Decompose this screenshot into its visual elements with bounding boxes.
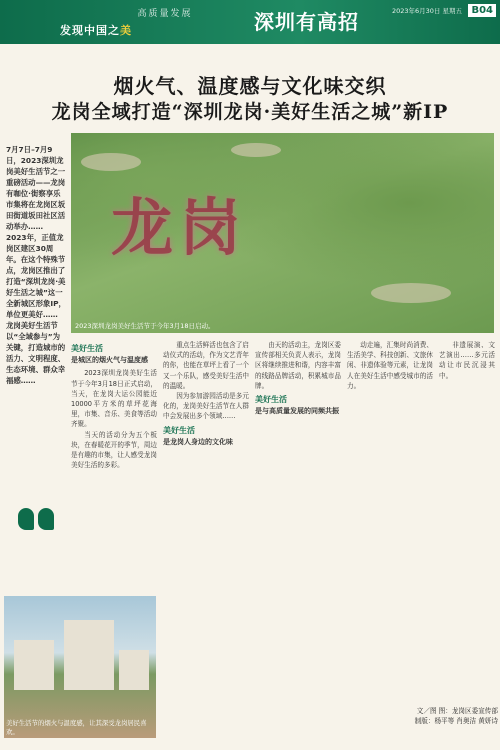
masthead [60, 6, 270, 40]
dateline: 2023年6月30日 星期五 [391, 7, 462, 15]
credits [410, 706, 498, 726]
article-column-2 [163, 340, 249, 730]
headline-main: 烟火气、温度感与文化味交织 [113, 74, 387, 98]
masthead-line2-accent: 美 [120, 24, 132, 37]
article-paragraph: 因为参加游园活动是多元化的，龙岗美好生活节在人群中会发展出多个领域…… [163, 392, 249, 421]
credit-line: 文／图 图：龙岗区委宣传部 [416, 707, 498, 715]
article-column-4 [347, 340, 433, 730]
intro-paragraph: 7月7日–7月9日，2023深圳龙岗美好生活节之一重磅活动——龙岗有咖位·街察享乐市集将在龙岗区坂田街道坂田社区活动举办…… [6, 145, 66, 231]
page-number: B04 [468, 4, 496, 17]
section-subtitle: 是龙岗人身边的文化味 [163, 437, 233, 446]
article-column-1 [71, 340, 157, 590]
intro-paragraph: 龙岗美好生活节以“全域参与”为关键，打造城市的活力、文明程度、生态环境、群众幸福感…… [6, 321, 66, 385]
section-title: 美好生活 [71, 344, 103, 353]
article-paragraph: 2023深圳龙岗美好生活节于今年3月18日正式启动，当天，在龙岗大运公园能近10000平方米的草坪花海里，市集、音乐、美食等活动齐聚。 [71, 369, 157, 429]
street-photo [4, 596, 156, 738]
masthead-line2 [60, 22, 270, 38]
page-header [0, 0, 500, 44]
intro-paragraph: 2023年，正值龙岗区建区30周年。在这个特殊节点，龙岗区推出了打造“深圳龙岗·美好生活之城”这一全新城区形象IP，单位更美好…… [6, 233, 66, 319]
article-column-5 [439, 340, 495, 730]
headline-sub: 龙岗全域打造“深圳龙岗·美好生活之城”新IP [51, 101, 449, 123]
article-paragraph: 动走遍，汇集时尚消费、生活美学、科技创新、文旅休闲、非遗体验等元素，让龙岗人在美好生活中感受城市的活力。 [347, 341, 433, 390]
article-paragraph: 由天的活动主，龙岗区委宣传部相关负责人表示，龙岗区将继续推进和谐，内容丰富的线路品牌活动，积累城市品牌。 [255, 341, 341, 390]
credit-line: 制版：杨平等 肖奥洁 黄妍诗 [414, 717, 498, 725]
column-brand: 深圳有高招 [254, 10, 359, 34]
intro-column [6, 144, 66, 386]
article-paragraph: 当天的活动分为五个板块，在春暖花开的季节，周边是有趣的市集，让人感受龙岗美好生活的多彩。 [71, 430, 157, 470]
article-paragraph: 重点生活鲜活也包含了启动仪式的活动，作为文艺青年的你，也能在草坪上看了一个又一个乐队，感受美好生活中的温暖。 [163, 341, 249, 390]
section-title: 美好生活 [163, 425, 195, 435]
article-paragraph: 非遗展演、文艺演出……多元活动让市民沉浸其中。 [439, 341, 495, 380]
photo-caption: 2023深圳龙岗美好生活节于今年3月18日启动。 [75, 322, 215, 330]
photo-caption: 美好生活节的烟火与温度感，让其深受龙岗居民喜欢。 [6, 719, 147, 736]
section-subtitle: 是城区的烟火气与温度感 [71, 356, 148, 365]
article-column-3 [255, 340, 341, 730]
section-subtitle: 是与高质量发展的同频共振 [255, 407, 339, 416]
quote-icon [18, 508, 62, 544]
section-title: 美好生活 [255, 395, 287, 405]
lawn-photo [71, 133, 494, 333]
masthead-line2-text: 发现中国之 [60, 24, 120, 37]
lawn-letters-decoration: 龙岗 [111, 191, 248, 264]
masthead-line1: 高质量发展 [137, 9, 193, 19]
